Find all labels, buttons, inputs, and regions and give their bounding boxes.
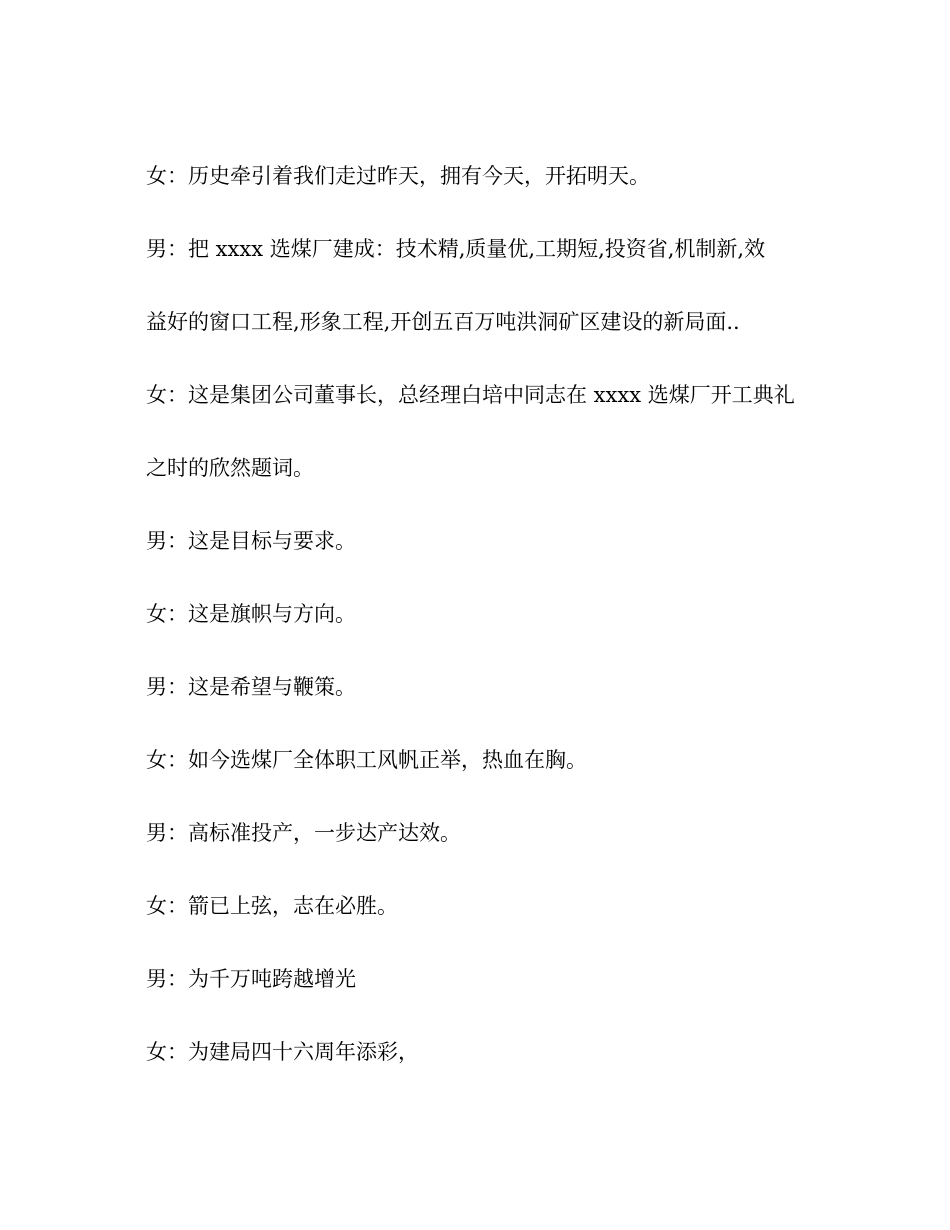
- text-line: 女：这是集团公司董事长，总经理白培中同志在 xxxx 选煤厂开工典礼: [146, 383, 795, 407]
- text-line: 男：这是希望与鞭策。: [146, 675, 356, 699]
- text-line: 男：高标准投产，一步达产达效。: [146, 821, 461, 845]
- text-line: 男：把 xxxx 选煤厂建成：技术精,质量优,工期短,投资省,机制新,效: [146, 237, 766, 261]
- text-line: 女：历史牵引着我们走过昨天，拥有今天，开拓明天。: [146, 164, 650, 188]
- text-line: 女：为建局四十六周年添彩，: [146, 1040, 419, 1064]
- text-line: 女：箭已上弦，志在必胜。: [146, 894, 398, 918]
- text-line: 男：这是目标与要求。: [146, 529, 356, 553]
- text-line: 男：为千万吨跨越增光: [146, 967, 356, 991]
- text-line: 之时的欣然题词。: [146, 456, 314, 480]
- text-line: 益好的窗口工程,形象工程,开创五百万吨洪洞矿区建设的新局面..: [146, 310, 740, 334]
- text-line: 女：如今选煤厂全体职工风帆正举，热血在胸。: [146, 748, 587, 772]
- text-line: 女：这是旗帜与方向。: [146, 602, 356, 626]
